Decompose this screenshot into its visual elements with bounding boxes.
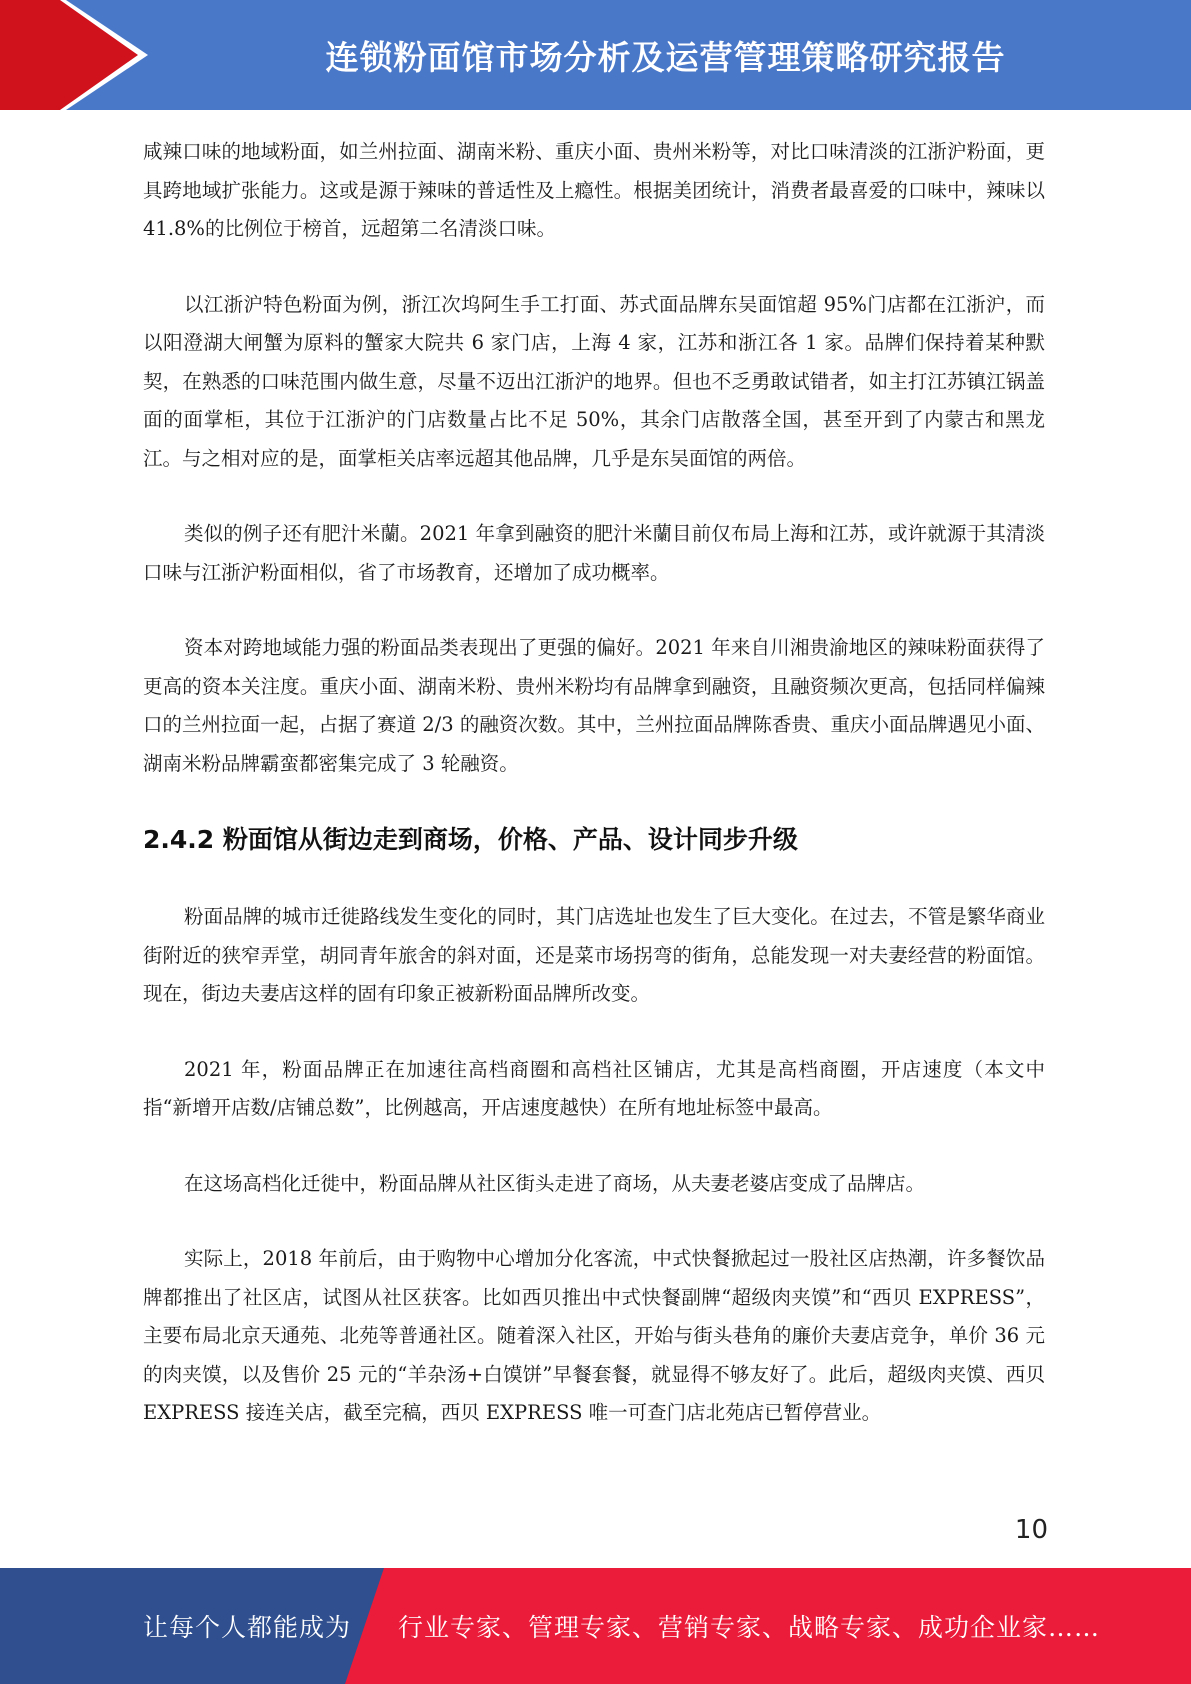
paragraph: 咸辣口味的地域粉面，如兰州拉面、湖南米粉、重庆小面、贵州米粉等，对比口味清淡的江浙沪粉面，更具跨地域扩张能力。这或是源于辣味的普适性及上瘾性。根据美团统计，消费者最喜爱的口味中，辣味以 41.8%的比例位于榜首，远超第二名清淡口味。 xyxy=(143,140,1045,240)
main-content xyxy=(143,133,1045,1470)
paragraph: 在这场高档化迁徙中，粉面品牌从社区街头走进了商场，从夫妻老婆店变成了品牌店。 xyxy=(184,1171,926,1195)
paragraph: 粉面品牌的城市迁徙路线发生变化的同时，其门店选址也发生了巨大变化。在过去，不管是繁华商业街附近的狭窄弄堂，胡同青年旅舍的斜对面，还是菜市场拐弯的街角，总能发现一对夫妻经营的粉面馆。现在，街边夫妻店这样的固有印象正被新粉面品牌所改变。 xyxy=(143,905,1045,1005)
report-title: 连锁粉面馆市场分析及运营管理策略研究报告 xyxy=(325,37,1006,77)
header-arrow-decoration xyxy=(0,0,148,110)
paragraph: 类似的例子还有肥汁米蘭。2021 年拿到融资的肥汁米蘭目前仅布局上海和江苏，或许就源于其清淡口味与江浙沪粉面相似，省了市场教育，还增加了成功概率。 xyxy=(143,522,1045,584)
page-header xyxy=(0,0,1191,110)
paragraph: 实际上，2018 年前后，由于购物中心增加分化客流，中式快餐掀起过一股社区店热潮，许多餐饮品牌都推出了社区店，试图从社区获客。比如西贝推出中式快餐副牌“超级肉夹馍”和“西贝 EXPRESS”，主要布局北京天通苑、北苑等普通社区。随着深入社区，开始与街头巷角的廉价夫妻店竞争，单价 36 元的肉夹馍，以及售价 25 元的“羊杂汤+白馍饼”早餐套餐，就显得不够友好了。此后，超级肉夹馍、西贝 EXPRESS 接连关店，截至完稿，西贝 EXPRESS 唯一可查门店北苑店已暂停营业。 xyxy=(143,1247,1045,1424)
footer-slogan-right: 行业专家、管理专家、营销专家、战略专家、成功企业家…… xyxy=(398,1613,1101,1642)
paragraph: 以江浙沪特色粉面为例，浙江次坞阿生手工打面、苏式面品牌东吴面馆超 95%门店都在江浙沪，而以阳澄湖大闸蟹为原料的蟹家大院共 6 家门店，上海 4 家，江苏和浙江各 1 家。品牌们保持着某种默契，在熟悉的口味范围内做生意，尽量不迈出江浙沪的地界。但也不乏勇敢试错者，如主打江苏镇江锅盖面的面掌柜，其位于江浙沪的门店数量占比不足 50%，其余门店散落全国，甚至开到了内蒙古和黑龙江。与之相对应的是，面掌柜关店率远超其他品牌，几乎是东吴面馆的两倍。 xyxy=(143,292,1045,470)
footer-slogan-left: 让每个人都能成为 xyxy=(143,1613,352,1642)
paragraph: 2021 年，粉面品牌正在加速往高档商圈和高档社区铺店，尤其是高档商圈，开店速度（本文中指“新增开店数/店铺总数”，比例越高，开店速度越快）在所有地址标签中最高。 xyxy=(143,1057,1045,1119)
paragraph: 资本对跨地域能力强的粉面品类表现出了更强的偏好。2021 年来自川湘贵渝地区的辣味粉面获得了更高的资本关注度。重庆小面、湖南米粉、贵州米粉均有品牌拿到融资，且融资频次更高，包括同样偏辣口的兰州拉面一起，占据了赛道 2/3 的融资次数。其中，兰州拉面品牌陈香贵、重庆小面品牌遇见小面、湖南米粉品牌霸蛮都密集完成了 3 轮融资。 xyxy=(143,636,1045,775)
page-number: 10 xyxy=(1014,1515,1048,1545)
page-footer xyxy=(0,1568,1191,1684)
section-heading: 2.4.2 粉面馆从街边走到商场，价格、产品、设计同步升级 xyxy=(143,825,798,854)
